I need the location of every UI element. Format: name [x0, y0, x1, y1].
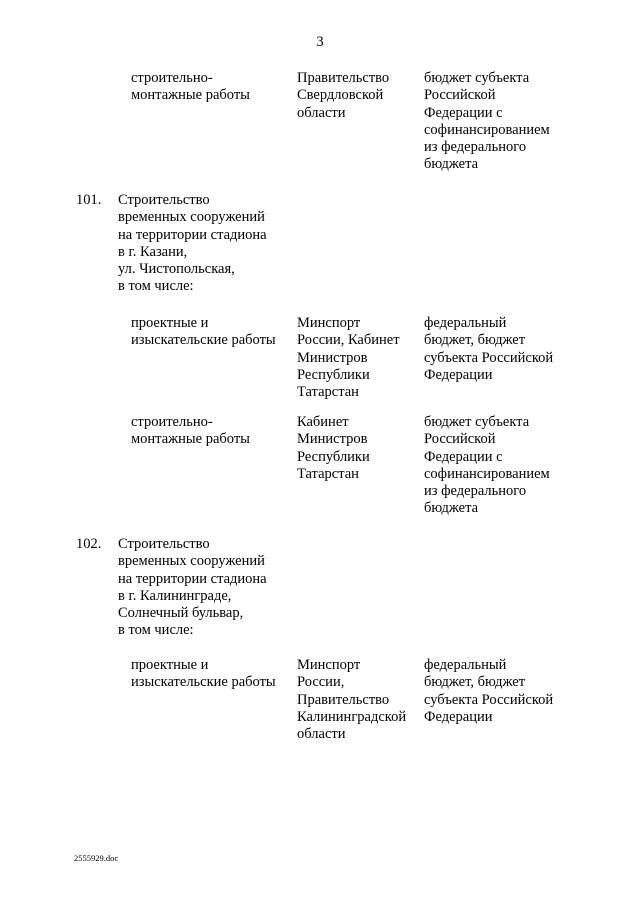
- item-number-102: 102.: [76, 536, 102, 552]
- funding-source: федеральный бюджет, бюджет субъекта Российской Федерации: [424, 657, 554, 725]
- work-type-construction: строительно- монтажные работы: [131, 70, 250, 104]
- responsible-party: Кабинет Министров Республики Татарстан: [297, 414, 370, 482]
- work-type-construction: строительно- монтажные работы: [131, 414, 250, 448]
- page-number: 3: [316, 34, 324, 50]
- responsible-party: Минспорт России, Правительство Калининградской области: [297, 657, 407, 743]
- responsible-party: Правительство Свердловской области: [297, 70, 390, 121]
- document-footer-code: 2555929.doc: [74, 853, 119, 863]
- funding-source: бюджет субъекта Российской Федерации с софинансированием из федерального бюджета: [424, 70, 550, 173]
- item-number-101: 101.: [76, 192, 102, 208]
- work-type-design: проектные и изыскательские работы: [131, 657, 276, 691]
- item-title-102: Строительство временных сооружений на территории стадиона в г. Калининграде, Солнечный бульвар, в том числе:: [118, 536, 267, 639]
- responsible-party: Минспорт России, Кабинет Министров Республики Татарстан: [297, 315, 400, 401]
- funding-source: федеральный бюджет, бюджет субъекта Российской Федерации: [424, 315, 554, 383]
- funding-source: бюджет субъекта Российской Федерации с софинансированием из федерального бюджета: [424, 414, 550, 517]
- item-title-101: Строительство временных сооружений на территории стадиона в г. Казани, ул. Чистопольская, в том числе:: [118, 192, 267, 295]
- work-type-design: проектные и изыскательские работы: [131, 315, 276, 349]
